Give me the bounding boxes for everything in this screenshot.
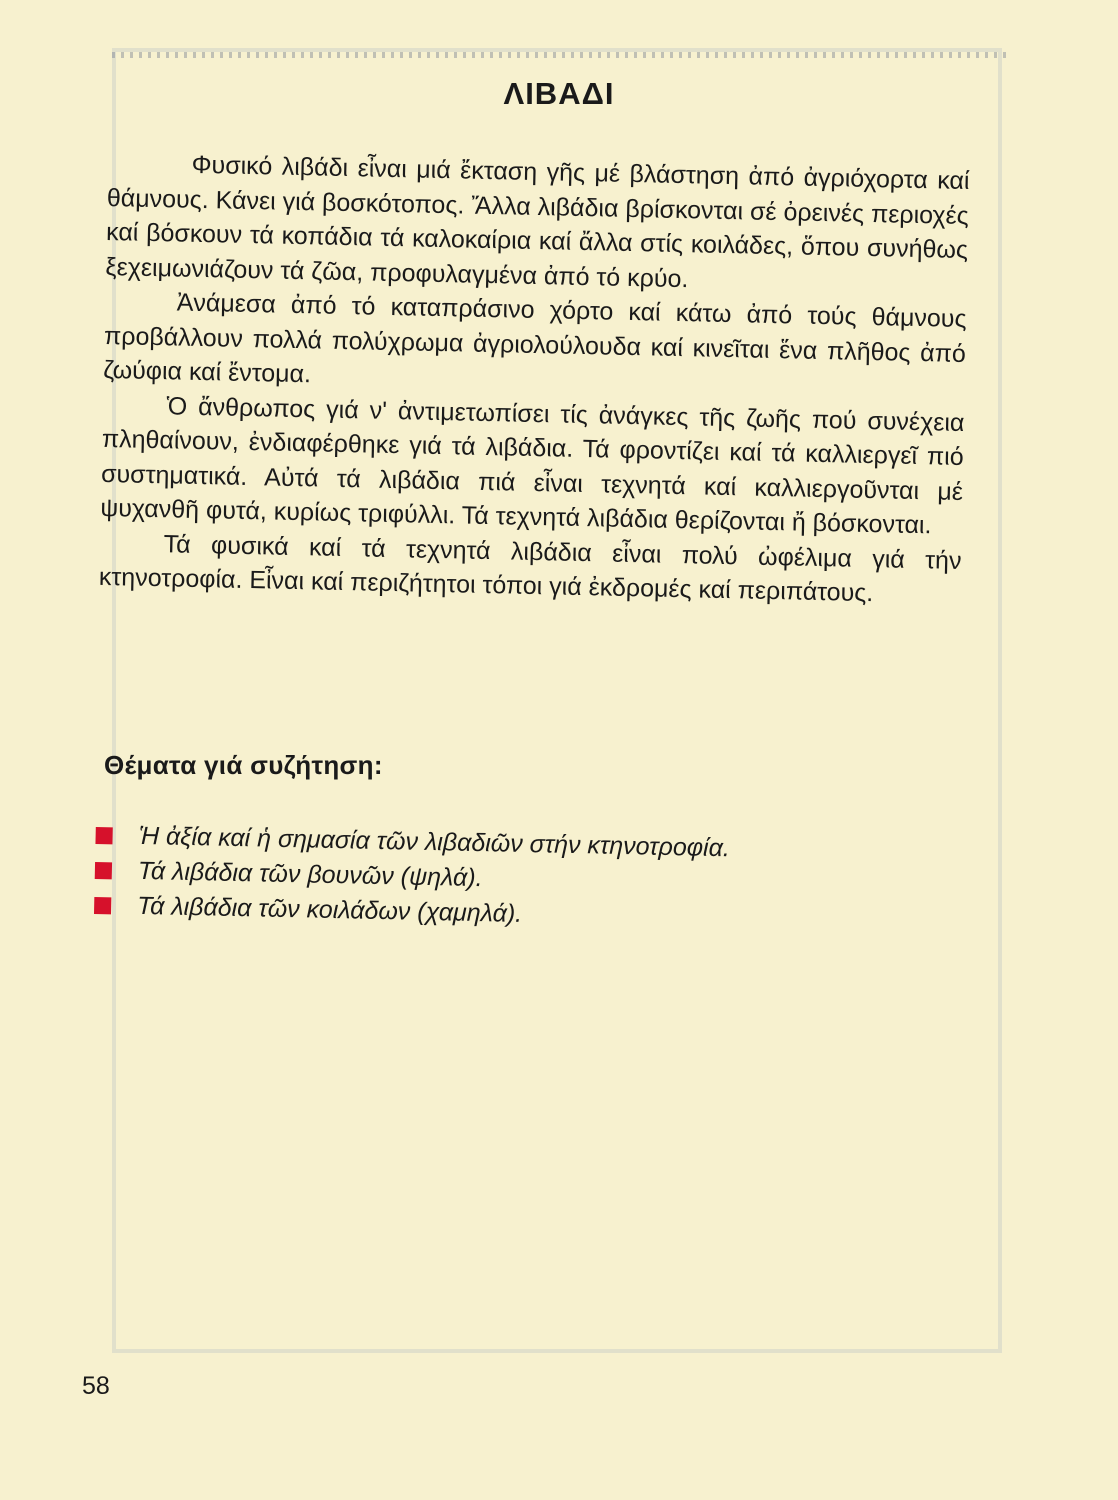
paragraph-4: Τά φυσικά καί τά τεχνητά λιβάδια εἶναι πολύ ὠφέλιμα γιά τήν κτηνοτροφία. Εἶναι καί περιζήτητοι τόποι γιά ἐκδρομές καί περιπάτους. [98, 529, 962, 608]
discussion-topics [94, 818, 730, 936]
page-number: 58 [82, 1372, 110, 1400]
paragraph-1: Φυσικό λιβάδι εἶναι μιά ἔκταση γῆς μέ βλάστηση ἀπό ἀγριόχορτα καί θάμνους. Κάνει γιά βοσκότοπος. Ἄλλα λιβάδια βρίσκονται σέ ὀρεινές περιοχές καί βόσκουν τά κοπάδια τά καλοκαίρια καί ἄλλα στίς κοιλάδες, ὅπου συνήθως ξεχειμωνιάζουν τά ζῶα, προφυλαγμένα ἀπό τό κρύο. [105, 150, 970, 293]
red-square-bullet-icon [95, 862, 112, 879]
article-body [99, 146, 970, 612]
discussion-heading: Θέματα γιά συζήτηση: [104, 750, 383, 780]
red-square-bullet-icon [94, 897, 111, 914]
paragraph-2: Ἀνάμεσα ἀπό τό καταπράσινο χόρτο καί κάτω ἀπό τούς θάμνους προβάλλουν πολλά πολύχρωμα ἀγριολούλουδα καί κινεῖται ἕνα πλῆθος ἀπό ζωύφια καί ἔντομα. [103, 288, 967, 389]
page-title: ΛΙΒΑΔΙ [503, 76, 615, 111]
paragraph-3: Ὁ ἄνθρωπος γιά ν' ἀντιμετωπίσει τίς ἀνάγκες τῆς ζωῆς πού συνέχεια πληθαίνουν, ἐνδιαφέρθηκε γιά τά λιβάδια. Τά φροντίζει καί τά καλλιεργεῖ πιό συστηματικά. Αὐτά τά λιβάδια πιά εἶναι τεχνητά καί καλλιεργοῦνται μέ ψυχανθῆ φυτά, κυρίως τριφύλλι. Τά τεχνητά λιβάδια θερίζονται ἤ βόσκονται. [100, 391, 965, 540]
topic-text: Τά λιβάδια τῶν κοιλάδων (χαμηλά). [136, 891, 523, 928]
topic-text: Ἡ ἀξία καί ἡ σημασία τῶν λιβαδιῶν στήν κτηνοτροφία. [138, 821, 731, 863]
red-square-bullet-icon [95, 827, 112, 844]
bleed-through-border-top [112, 52, 1007, 58]
topic-text: Τά λιβάδια τῶν βουνῶν (ψηλά). [137, 856, 483, 893]
